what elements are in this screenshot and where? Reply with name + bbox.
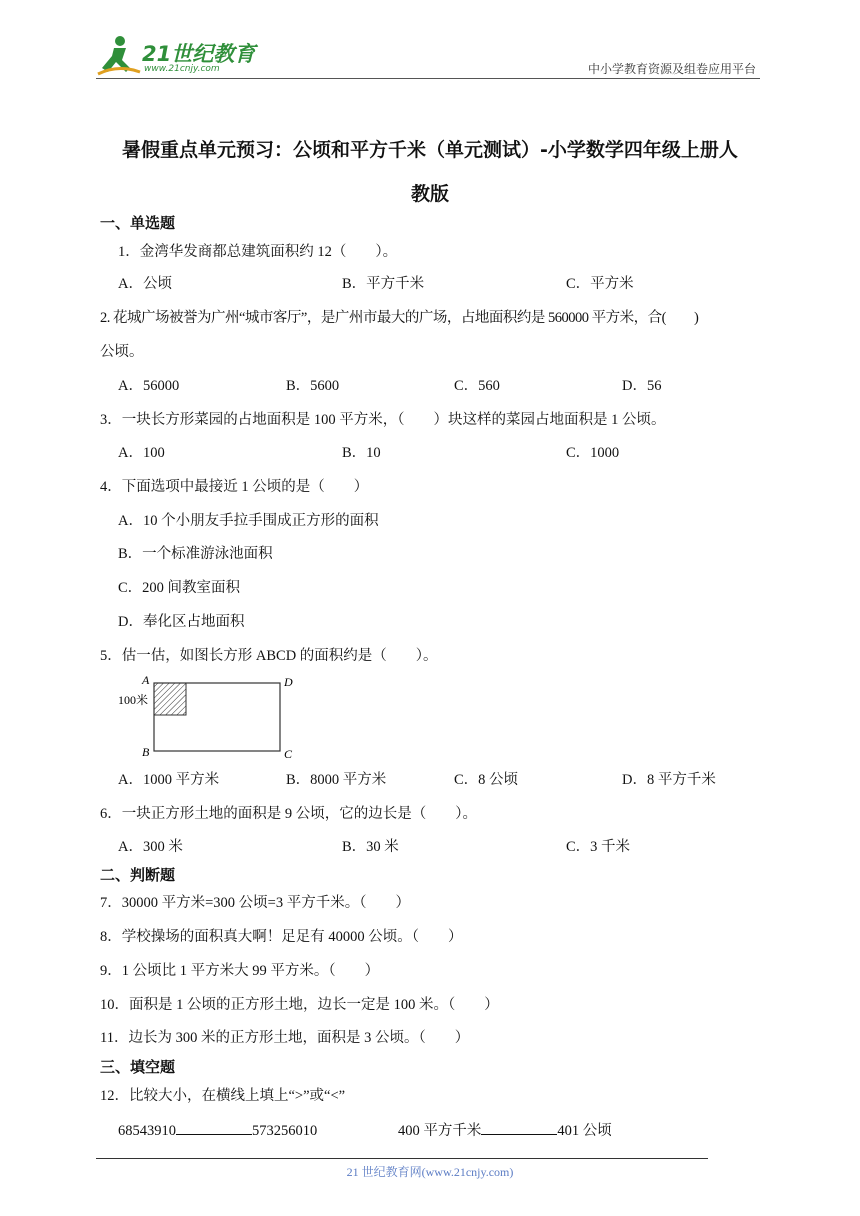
- vertex-label-a: A: [142, 673, 150, 687]
- question-6-stem: 6．一块正方形土地的面积是 9 公顷，它的边长是（ ）。: [100, 806, 477, 822]
- vertex-label-b: B: [142, 745, 150, 759]
- question-6-option-c: C．3 千米: [566, 839, 631, 855]
- question-4-stem: 4．下面选项中最接近 1 公顷的是（ ）: [100, 479, 369, 495]
- section-heading-fill-in: 三、填空题: [100, 1058, 176, 1076]
- logo-url: www.21cnjy.com: [144, 64, 220, 74]
- question-5-option-d: D．8 平方千米: [622, 772, 716, 788]
- question-6-option-a: A．300 米: [118, 839, 183, 855]
- question-12-compare-right: [398, 1120, 612, 1141]
- question-1-option-c: C．平方米: [566, 276, 634, 292]
- question-1-option-a: A．公顷: [118, 276, 172, 292]
- question-12-stem: 12．比较大小，在横线上填上“>”或“<”: [100, 1088, 346, 1104]
- question-3-option-b: B．10: [342, 445, 381, 461]
- site-logo: [96, 34, 266, 78]
- question-1-stem: 1．金湾华发商都总建筑面积约 12（ ）。: [118, 244, 398, 260]
- answer-blank-right[interactable]: [481, 1120, 557, 1135]
- runner-icon: [96, 34, 142, 78]
- question-1-option-b: B．平方千米: [342, 276, 425, 292]
- question-3-option-c: C．1000: [566, 445, 620, 461]
- question-6-option-b: B．30 米: [342, 839, 399, 855]
- question-11: 11．边长为 300 米的正方形土地，面积是 3 公顷。（ ）: [100, 1030, 470, 1046]
- question-5-stem: 5．估一估，如图长方形 ABCD 的面积约是（ ）。: [100, 648, 438, 664]
- question-2-option-c: C．560: [454, 378, 500, 394]
- question-5-option-a: A．1000 平方米: [118, 772, 220, 788]
- question-2-stem-line-2: 公顷。: [100, 344, 144, 360]
- section-heading-true-false: 二、判断题: [100, 866, 176, 884]
- title-line-2: 教版: [410, 183, 449, 205]
- question-9: 9．1 公顷比 1 平方米大 99 平方米。（ ）: [100, 963, 380, 979]
- question-3-option-a: A．100: [118, 445, 165, 461]
- footer-divider: [96, 1158, 708, 1159]
- compare-left-value-b: 573256010: [252, 1123, 318, 1139]
- question-8: 8．学校操场的面积真大啊！足足有 40000 公顷。（ ）: [100, 929, 463, 945]
- side-length-label: 100米: [118, 693, 149, 707]
- page-footer[interactable]: 21 世纪教育网(www.21cnjy.com): [346, 1165, 514, 1179]
- page-header: [96, 32, 756, 80]
- compare-left-value-a: 68543910: [118, 1123, 176, 1139]
- compare-right-value-b: 401 公顷: [557, 1123, 612, 1139]
- answer-blank-left[interactable]: [176, 1120, 252, 1135]
- question-7: 7．30000 平方米=300 公顷=3 平方千米。（ ）: [100, 895, 410, 911]
- question-12-compare-left: [118, 1120, 317, 1141]
- question-4-option-b: B．一个标准游泳池面积: [118, 546, 273, 562]
- section-heading-single-choice: 一、单选题: [100, 214, 176, 232]
- logo-text: 21世纪教育: [142, 42, 256, 66]
- question-4-option-a: A．10 个小朋友手拉手围成正方形的面积: [118, 513, 379, 529]
- question-4-option-d: D．奉化区占地面积: [118, 614, 245, 630]
- question-2-option-a: A．56000: [118, 378, 180, 394]
- hatched-square: [154, 683, 186, 715]
- question-10: 10．面积是 1 公顷的正方形土地，边长一定是 100 米。（ ）: [100, 997, 499, 1013]
- title-line-1: 暑假重点单元预习：公顷和平方千米（单元测试）-小学数学四年级上册人: [122, 139, 738, 161]
- question-5-option-c: C．8 公顷: [454, 772, 519, 788]
- header-divider: [96, 78, 760, 79]
- vertex-label-d: D: [284, 675, 293, 689]
- header-platform-text: 中小学教育资源及组卷应用平台: [587, 62, 756, 76]
- question-2-option-b: B．5600: [286, 378, 340, 394]
- question-3-stem: 3．一块长方形菜园的占地面积是 100 平方米，（ ）块这样的菜园占地面积是 1 公顷。: [100, 412, 666, 428]
- page-title: [92, 128, 768, 216]
- compare-right-value-a: 400 平方千米: [398, 1123, 482, 1139]
- question-2-stem-line-1: 2. 花城广场被誉为广州“城市客厅”，是广州市最大的广场，占地面积约是 560000 平方米，合( ): [100, 310, 699, 326]
- question-4-option-c: C．200 间教室面积: [118, 580, 241, 596]
- question-5-option-b: B．8000 平方米: [286, 772, 387, 788]
- vertex-label-c: C: [284, 747, 293, 760]
- rectangle-abcd-figure: [112, 672, 302, 760]
- question-2-option-d: D．56: [622, 378, 662, 394]
